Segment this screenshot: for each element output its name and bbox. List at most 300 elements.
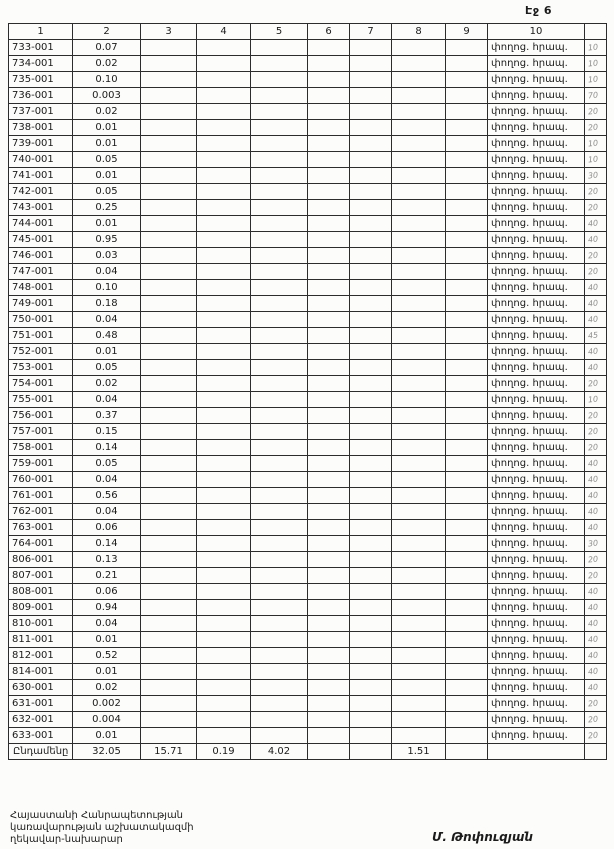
cell-empty [392,456,446,472]
cell-parcel-id: 756-001 [9,408,73,424]
cell-empty [251,232,308,248]
cell-empty [141,328,197,344]
cell-empty [197,392,251,408]
cell-empty [197,488,251,504]
cell-empty [141,520,197,536]
cell-empty [141,424,197,440]
cell-parcel-id: 739-001 [9,136,73,152]
margin-spacer [585,744,607,760]
cell-area-value: 0.48 [73,328,141,344]
cell-parcel-id: 806-001 [9,552,73,568]
cell-category: փողոց. հրապ. [488,552,585,568]
cell-empty [350,648,392,664]
cell-empty [141,712,197,728]
margin-note: 20 [585,696,607,712]
cell-empty [308,520,350,536]
cell-category: փողոց. հրապ. [488,664,585,680]
cell-empty [308,376,350,392]
cell-empty [251,312,308,328]
cell-empty [141,104,197,120]
cell-empty [197,184,251,200]
cell-empty [308,504,350,520]
cell-parcel-id: 733-001 [9,40,73,56]
cell-empty [446,328,488,344]
cell-area-value: 0.01 [73,728,141,744]
cell-area-value: 0.95 [73,232,141,248]
table-row [9,680,607,696]
cell-empty [197,56,251,72]
cell-empty [446,632,488,648]
cell-empty [446,88,488,104]
cell-empty [141,664,197,680]
cell-empty [350,552,392,568]
cell-empty [308,120,350,136]
margin-note: 10 [585,56,607,72]
table-row [9,424,607,440]
margin-note: 40 [585,680,607,696]
cell-empty [197,648,251,664]
cell-empty [446,504,488,520]
cell-empty [350,568,392,584]
cell-empty [392,584,446,600]
cell-area-value: 0.01 [73,120,141,136]
cell-empty [141,648,197,664]
cell-parcel-id: 808-001 [9,584,73,600]
cell-empty [308,696,350,712]
page-number: Էջ 6 [525,4,552,17]
column-header-3: 3 [141,24,197,40]
cell-area-value: 0.04 [73,472,141,488]
cell-empty [446,680,488,696]
cell-category: փողոց. հրապ. [488,232,585,248]
margin-note: 10 [585,40,607,56]
cell-empty [446,568,488,584]
margin-spacer [585,24,607,40]
cell-empty [392,600,446,616]
cell-empty [141,728,197,744]
cell-empty [308,440,350,456]
cell-empty [392,568,446,584]
cell-empty [392,504,446,520]
total-value-col3: 15.71 [141,744,197,760]
cell-category: փողոց. հրապ. [488,712,585,728]
cell-empty [308,712,350,728]
cell-empty [392,360,446,376]
table-row [9,216,607,232]
cell-area-value: 0.37 [73,408,141,424]
cell-empty [308,472,350,488]
total-label: Ընդամենը [9,744,73,760]
cell-parcel-id: 631-001 [9,696,73,712]
cell-empty [251,184,308,200]
cell-empty [308,264,350,280]
table-row [9,440,607,456]
cell-empty [350,376,392,392]
cell-empty [141,72,197,88]
cell-empty [141,696,197,712]
cell-category: փողոց. հրապ. [488,200,585,216]
cell-empty [197,504,251,520]
cell-empty [392,168,446,184]
cell-empty [446,456,488,472]
cell-empty [446,296,488,312]
column-header-7: 7 [350,24,392,40]
cell-empty [446,104,488,120]
cell-empty [251,248,308,264]
cell-area-value: 0.01 [73,168,141,184]
data-table [8,23,607,760]
margin-note: 20 [585,248,607,264]
cell-empty [197,664,251,680]
cell-empty [308,184,350,200]
margin-note: 20 [585,200,607,216]
table-row [9,376,607,392]
cell-empty [251,616,308,632]
margin-note: 40 [585,280,607,296]
cell-empty [446,664,488,680]
cell-empty [350,424,392,440]
cell-empty [392,664,446,680]
cell-category: փողոց. հրապ. [488,376,585,392]
column-header-10: 10 [488,24,585,40]
cell-empty [446,72,488,88]
cell-empty [141,632,197,648]
cell-parcel-id: 749-001 [9,296,73,312]
cell-category: փողոց. հրապ. [488,504,585,520]
cell-empty [197,712,251,728]
cell-empty [197,216,251,232]
table-row [9,696,607,712]
cell-empty [392,616,446,632]
cell-category: փողոց. հրապ. [488,88,585,104]
cell-empty [141,344,197,360]
cell-category: փողոց. հրապ. [488,616,585,632]
cell-empty [350,88,392,104]
cell-empty [392,88,446,104]
cell-empty [251,88,308,104]
cell-parcel-id: 746-001 [9,248,73,264]
cell-empty [392,152,446,168]
cell-empty [392,56,446,72]
cell-area-value: 0.004 [73,712,141,728]
cell-category: փողոց. հրապ. [488,280,585,296]
table-row [9,152,607,168]
cell-empty [197,632,251,648]
cell-empty [446,408,488,424]
cell-area-value: 0.13 [73,552,141,568]
total-value-col7 [350,744,392,760]
cell-category: փողոց. հրապ. [488,296,585,312]
table-row [9,312,607,328]
cell-category: փողոց. հրապ. [488,632,585,648]
margin-note: 30 [585,168,607,184]
cell-category: փողոց. հրապ. [488,424,585,440]
column-header-2: 2 [73,24,141,40]
cell-empty [350,696,392,712]
cell-empty [350,360,392,376]
margin-note: 40 [585,344,607,360]
cell-empty [197,552,251,568]
cell-empty [446,232,488,248]
cell-empty [308,648,350,664]
cell-empty [197,88,251,104]
margin-note: 40 [585,360,607,376]
cell-empty [392,408,446,424]
cell-empty [251,296,308,312]
margin-note: 40 [585,648,607,664]
cell-empty [308,536,350,552]
cell-area-value: 0.52 [73,648,141,664]
cell-empty [308,136,350,152]
cell-empty [392,376,446,392]
cell-empty [251,152,308,168]
cell-area-value: 0.02 [73,376,141,392]
cell-empty [308,88,350,104]
cell-parcel-id: 747-001 [9,264,73,280]
table-header [9,24,607,40]
cell-category: փողոց. հրապ. [488,472,585,488]
table-row [9,232,607,248]
cell-empty [350,680,392,696]
cell-empty [308,360,350,376]
cell-empty [446,424,488,440]
cell-empty [446,520,488,536]
cell-category: փողոց. հրապ. [488,136,585,152]
margin-note: 10 [585,72,607,88]
cell-area-value: 0.14 [73,536,141,552]
cell-empty [141,680,197,696]
cell-area-value: 0.04 [73,504,141,520]
cell-category: փողոց. հրապ. [488,40,585,56]
cell-parcel-id: 751-001 [9,328,73,344]
org-title-line: ղեկավար-նախարար [10,834,123,845]
cell-empty [197,296,251,312]
cell-empty [350,584,392,600]
cell-empty [308,408,350,424]
margin-note: 20 [585,104,607,120]
cell-empty [350,200,392,216]
table-row [9,344,607,360]
cell-empty [251,392,308,408]
cell-empty [392,472,446,488]
cell-parcel-id: 750-001 [9,312,73,328]
cell-empty [350,120,392,136]
table-row [9,728,607,744]
cell-parcel-id: 736-001 [9,88,73,104]
cell-empty [141,504,197,520]
cell-empty [350,504,392,520]
cell-empty [197,344,251,360]
cell-parcel-id: 757-001 [9,424,73,440]
margin-note: 40 [585,312,607,328]
cell-category: փողոց. հրապ. [488,264,585,280]
cell-empty [350,440,392,456]
total-value-col9 [446,744,488,760]
cell-empty [392,680,446,696]
cell-parcel-id: 758-001 [9,440,73,456]
cell-empty [197,152,251,168]
margin-note: 20 [585,712,607,728]
cell-empty [251,456,308,472]
cell-area-value: 0.56 [73,488,141,504]
cell-empty [141,456,197,472]
cell-parcel-id: 762-001 [9,504,73,520]
cell-empty [446,600,488,616]
cell-empty [392,392,446,408]
cell-empty [251,696,308,712]
org-title-line: կառավարության աշխատակազմի [10,822,194,833]
cell-empty [308,232,350,248]
cell-parcel-id: 632-001 [9,712,73,728]
cell-empty [350,712,392,728]
total-value-col2: 32.05 [73,744,141,760]
cell-empty [446,360,488,376]
cell-empty [350,456,392,472]
cell-parcel-id: 807-001 [9,568,73,584]
cell-empty [308,664,350,680]
cell-parcel-id: 764-001 [9,536,73,552]
cell-empty [392,120,446,136]
margin-note: 20 [585,120,607,136]
cell-empty [141,536,197,552]
cell-category: փողոց. հրապ. [488,696,585,712]
cell-area-value: 0.25 [73,200,141,216]
cell-empty [251,504,308,520]
cell-empty [141,376,197,392]
cell-area-value: 0.18 [73,296,141,312]
cell-empty [308,584,350,600]
column-header-4: 4 [197,24,251,40]
cell-empty [308,216,350,232]
cell-empty [141,360,197,376]
table-row [9,456,607,472]
cell-empty [308,344,350,360]
cell-empty [350,56,392,72]
cell-empty [251,520,308,536]
margin-note: 40 [585,584,607,600]
cell-empty [350,472,392,488]
header-row [9,24,607,40]
cell-empty [197,568,251,584]
cell-empty [141,600,197,616]
cell-empty [392,552,446,568]
cell-parcel-id: 810-001 [9,616,73,632]
margin-note: 40 [585,216,607,232]
cell-empty [392,648,446,664]
cell-empty [392,72,446,88]
cell-empty [251,280,308,296]
cell-parcel-id: 740-001 [9,152,73,168]
cell-empty [446,440,488,456]
cell-empty [197,200,251,216]
cell-empty [308,40,350,56]
cell-empty [251,488,308,504]
cell-empty [197,600,251,616]
cell-parcel-id: 744-001 [9,216,73,232]
cell-empty [350,168,392,184]
cell-empty [197,440,251,456]
margin-note: 40 [585,296,607,312]
cell-empty [350,104,392,120]
cell-area-value: 0.06 [73,520,141,536]
cell-empty [308,280,350,296]
cell-empty [308,104,350,120]
cell-category: փողոց. հրապ. [488,152,585,168]
table-row [9,536,607,552]
margin-note: 40 [585,600,607,616]
cell-parcel-id: 745-001 [9,232,73,248]
total-row [9,744,607,760]
margin-note: 40 [585,488,607,504]
cell-category: փողոց. հրապ. [488,520,585,536]
cell-area-value: 0.04 [73,392,141,408]
cell-empty [350,40,392,56]
cell-area-value: 0.94 [73,600,141,616]
cell-empty [446,312,488,328]
table-row [9,40,607,56]
cell-empty [308,56,350,72]
cell-empty [446,712,488,728]
table-row [9,200,607,216]
table-row [9,648,607,664]
cell-area-value: 0.04 [73,616,141,632]
cell-empty [446,264,488,280]
cell-empty [141,584,197,600]
cell-empty [251,72,308,88]
cell-area-value: 0.10 [73,280,141,296]
column-header-5: 5 [251,24,308,40]
cell-empty [308,248,350,264]
margin-note: 45 [585,328,607,344]
cell-parcel-id: 763-001 [9,520,73,536]
table-row [9,360,607,376]
cell-empty [446,488,488,504]
cell-empty [251,56,308,72]
table-row [9,328,607,344]
cell-category: փողոց. հրապ. [488,312,585,328]
cell-empty [446,40,488,56]
cell-empty [251,344,308,360]
margin-note: 20 [585,408,607,424]
cell-empty [350,232,392,248]
cell-empty [350,280,392,296]
cell-category: փողոց. հրապ. [488,216,585,232]
cell-empty [350,296,392,312]
table-row [9,184,607,200]
cell-empty [251,680,308,696]
table-row [9,248,607,264]
table-row [9,104,607,120]
cell-empty [446,536,488,552]
cell-empty [197,728,251,744]
cell-empty [392,536,446,552]
cell-empty [197,616,251,632]
cell-area-value: 0.003 [73,88,141,104]
cell-area-value: 0.01 [73,664,141,680]
cell-area-value: 0.01 [73,216,141,232]
table-row [9,72,607,88]
cell-empty [308,488,350,504]
cell-empty [446,648,488,664]
cell-empty [251,328,308,344]
cell-empty [251,120,308,136]
cell-empty [251,104,308,120]
column-header-9: 9 [446,24,488,40]
cell-category: փողոց. հրապ. [488,184,585,200]
cell-empty [392,280,446,296]
cell-area-value: 0.10 [73,72,141,88]
cell-empty [141,216,197,232]
